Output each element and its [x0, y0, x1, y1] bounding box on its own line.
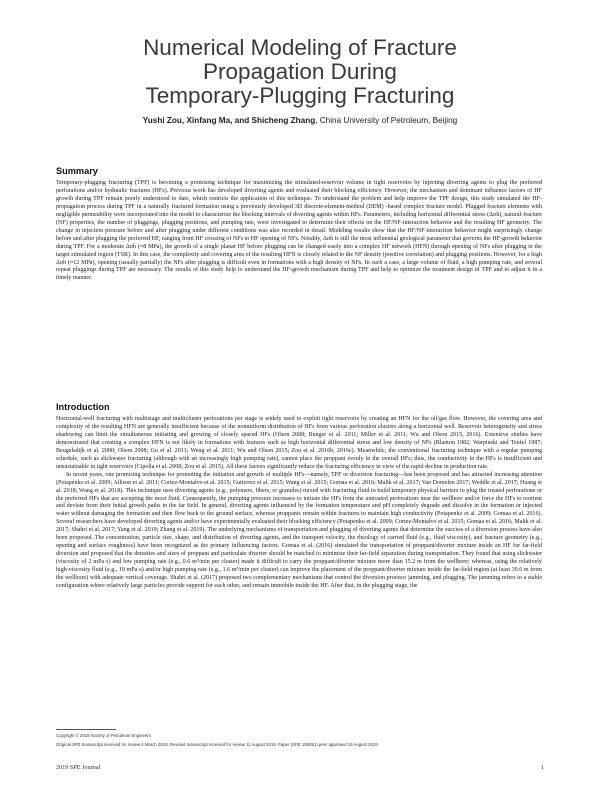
summary-heading: Summary	[56, 166, 98, 176]
intro-paragraph-2: In recent years, one promising technique for promoting the initiation and growth of multiple HFs—namely, TPF or diversion fracturing—has been proposed and has attracted increasing attention (Potapenko et al. 2009; Allison et al. 2011; Cortez-Montalvo et al. 2015; Gutierrez et al. 2015; Wang et al. 2015; Gomaa et al. 2016; Malik et al. 2017; Van Domelen 2017; Weddle et al. 2017; Huang et al. 2018; Wang et al. 2018). This technique uses diverting agents (e.g., polymers, fibers, or granules) mixed with fracturing fluid to build temporary physical barriers to plug the treated perforations or the preferred HFs that are accepting the most fluid. Consequently, the pumping pressure increases to initiate the HFs from the untreated perforations near the wellbore and/or force the HFs to reorient and deviate from their initial growth paths in the far field. In general, diverting agents influenced by the formation temperature and pH completely degrade and dissolve in the formation or injected water without damaging the formation and then flow back to the ground surface, whereas proppants remain within fractures to maintain high conductivity (Potapenko et al. 2009; Gomaa et al. 2016). Several researchers have developed diverting agents and/or have experimentally evaluated their blocking efficiency (Potapenko et al. 2009; Cortez-Montalvo et al. 2015; Gomaa et al. 2016; Malik et al. 2017; Shahri et al. 2017; Yang et al. 2019; Zhang et al. 2019). The underlying mechanisms of transportation and plugging of diverting agents that determine the success of a diversion process have also been proposed. The concentration, particle size, shape, and distribution of diverting agents, and the transport velocity, the rheology of carried fluid (e.g., fluid viscosity), and fracture geometry (e.g., opening and surface roughness) have been recognized as the primary influencing factors. Gomaa et al. (2016) simulated the transportation of proppant/diverter mixture inside an HF for far-field diversion and proposed that the densities and sizes of proppant and particulate diverter should be matched to minimize their far-field separation during transportation. They found that using slickwater (viscosity of 2 mPa·s) and low pumping rate (e.g., 0.6 m³/min per cluster) made it difficult to carry the proppant/diverter mixture more than 15.2 m from the wellbore; whereas, using the relatively high-viscosity fluid (e.g., 10 mPa·s) and/or high pumping rate (e.g., 1.6 m³/min per cluster) can improve the placement of the proppant/diverter mixture inside the far-field region (at least 39.6 m from the wellbore) with adequate vertical coverage. Shahri et al. (2017) proposed two complementary mechanisms that control the diversion process: jamming, and plugging. The jamming refers to a stable configuration where relatively large particles provide support for each other, and remain immobile inside the HF. After that, in the plugging stage, the	[56, 471, 542, 590]
page-number: 1	[540, 764, 544, 771]
title-line-1: Numerical Modeling of Fracture	[143, 35, 457, 60]
introduction-heading: Introduction	[56, 402, 110, 412]
footnote-rule	[56, 729, 116, 730]
journal-footer: 2019 SPE Journal	[56, 764, 101, 771]
author-line	[40, 116, 560, 125]
author-names: Yushi Zou, Xinfang Ma, and Shicheng Zhang	[142, 116, 316, 125]
paper-title	[40, 36, 560, 108]
introduction-text	[56, 416, 542, 591]
copyright-note: Copyright © 2019 Society of Petroleum Engineers	[56, 733, 151, 738]
summary-text	[56, 180, 542, 283]
intro-paragraph-1: Horizontal-well fracturing with multistage and multicluster perforations per stage is widely used to exploit tight reservoirs by creating an HFN for the oil/gas flow. However, the covering area and complexity of the resulting HFN are generally insufficient because of the nonuniform distribution of HFs from various perforation clusters along a horizontal well. Reservoir heterogeneity and stress shadowing can limit the simultaneous initiating and growing of closely spaced HFs (Olson 2008; Bunger et al. 2011; Miller et al. 2011; Wu and Olson 2015, 2016). Extensive studies have demonstrated that creating a complex HFN is not likely in formations with features such as high horizontal differential stress and low density of NFs (Blanton 1982; Warpinski and Teufel 1987; Beugelsdijk et al. 2000; Olson 2008; Gu et al. 2011; Weng et al. 2011; Wu and Olson 2015; Zou et al. 2016b, 2016c). Meanwhile, the conventional fracturing technique with a regular pumping schedule, such as slickwater fracturing (although with an increasingly high pumping rate), cannot place the proppant evenly in the overall HFs; thus, the conductivity in the HFs is insufficient and unsustainable in tight reservoirs (Cipolla et al. 2008; Zou et al. 2015). All these factors significantly reduce the fracturing efficiency in view of the rapid decline in production rate.	[56, 416, 542, 470]
title-line-3: Temporary-Plugging Fracturing	[145, 83, 455, 108]
summary-paragraph: Temporary-plugging fracturing (TPF) is becoming a promising technique for maximizing the stimulated-reservoir volume in tight reservoirs by injecting diverting agents to plug the preferred perforations and/or hydraulic fractures (HFs). Previous work has developed diverting agents and evaluated their blocking efficiency. However, the mechanism and dominant influence factors of HF growth during TPF remain poorly understood to date, which restricts the application of this technique. To understand the problem and help improve the TPF design, this study simulated the HF-propagation process during TPF in a naturally fractured formation using a previously developed 3D discrete-element-method (DEM) -based complex fracture model. Plugged fracture elements with negligible permeability were incorporated into the model to characterize the blocking intervals of diverting agents within HFs. Parameters, including horizontal differential stress (Δσh), natural-fracture (NF) properties, the number of pluggings, plugging positions, and pumping rate, were investigated to determine their effects on the HF/NF-interaction behavior and the resulting HF geometry. The change in injection pressure before and after plugging under different conditions was also recorded in detail. Modeling results show that the HF/NF-interaction behavior might surprisingly change before and after plugging the preferred HF, ranging from HF crossing of NFs to HF opening of NFs. Notably, Δσh is still the most influential geological parameter that governs the HF-growth behavior during TPF. For a moderate Δσh (≈8 MPa), the growth of a single planar HF before plugging can be changed easily into a complex HF network (HFN) through opening of NFs after plugging in the target stimulated region (TSR). In this case, the complexity and covering area of the resulting HFN is closely related to the NF density (positive correlation) and plugging positions. However, for a high Δσh (≈12 MPa), opening (usually partially) the NFs after plugging is difficult even in formations with a high density of NFs. In such a case, a large volume of fluid, a high pumping rate, and several repeat pluggings during TPF are necessary. The results of this study help to understand the HF-growth mechanism during TPF and help to optimize the treatment design of TPF and to adjust it in a timely manner.	[56, 180, 542, 282]
author-affiliation: , China University of Petroleum, Beijing	[315, 116, 458, 125]
manuscript-history: Original SPE manuscript received for review 4 March 2019. Revised manuscript received for review 11 August 2019. Paper (SPE 199351) peer approved 19 August 2019.	[56, 742, 379, 747]
title-line-2: Propagation During	[203, 59, 397, 84]
